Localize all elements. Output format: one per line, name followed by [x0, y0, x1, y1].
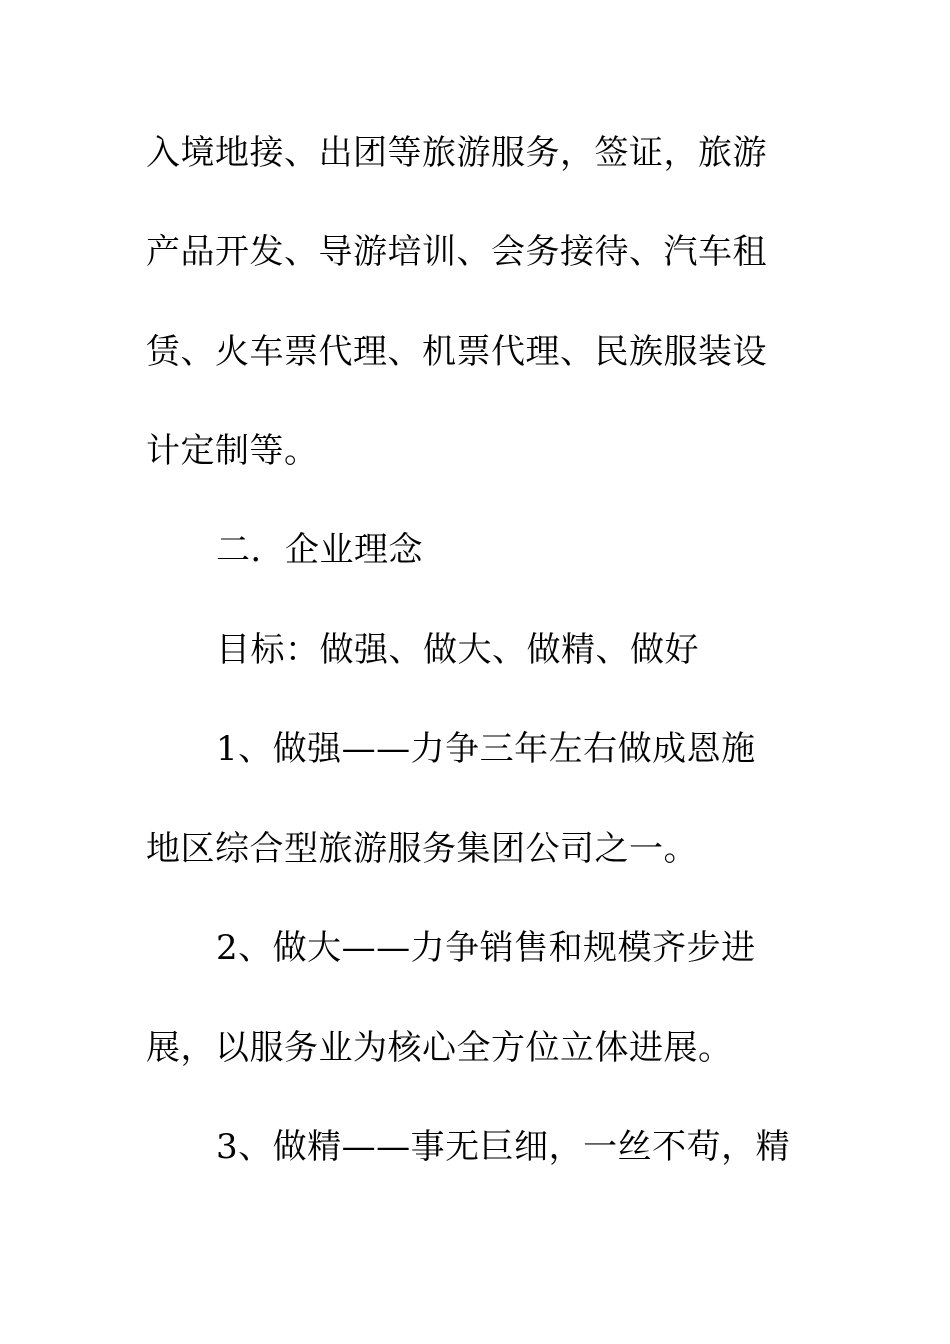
list-item-line: 展，以服务业为核心全方位立体进展。	[146, 1028, 733, 1068]
list-item-line: 3、做精——事无巨细，一丝不苟，精	[216, 1127, 791, 1167]
paragraph-line: 赁、火车票代理、机票代理、民族服装设	[146, 332, 767, 372]
list-item-line: 地区综合型旅游服务集团公司之一。	[146, 829, 698, 869]
list-item-line: 2、做大——力争销售和规模齐步进	[216, 928, 756, 968]
paragraph-line: 入境地接、出团等旅游服务，签证，旅游	[146, 133, 767, 173]
paragraph-line: 计定制等。	[146, 431, 319, 471]
paragraph-line: 目标：做强、做大、做精、做好	[216, 630, 699, 670]
section-heading: 二．企业理念	[216, 530, 423, 570]
list-item-line: 1、做强——力争三年左右做成恩施	[216, 729, 756, 769]
paragraph-line: 产品开发、导游培训、会务接待、汽车租	[146, 232, 767, 272]
